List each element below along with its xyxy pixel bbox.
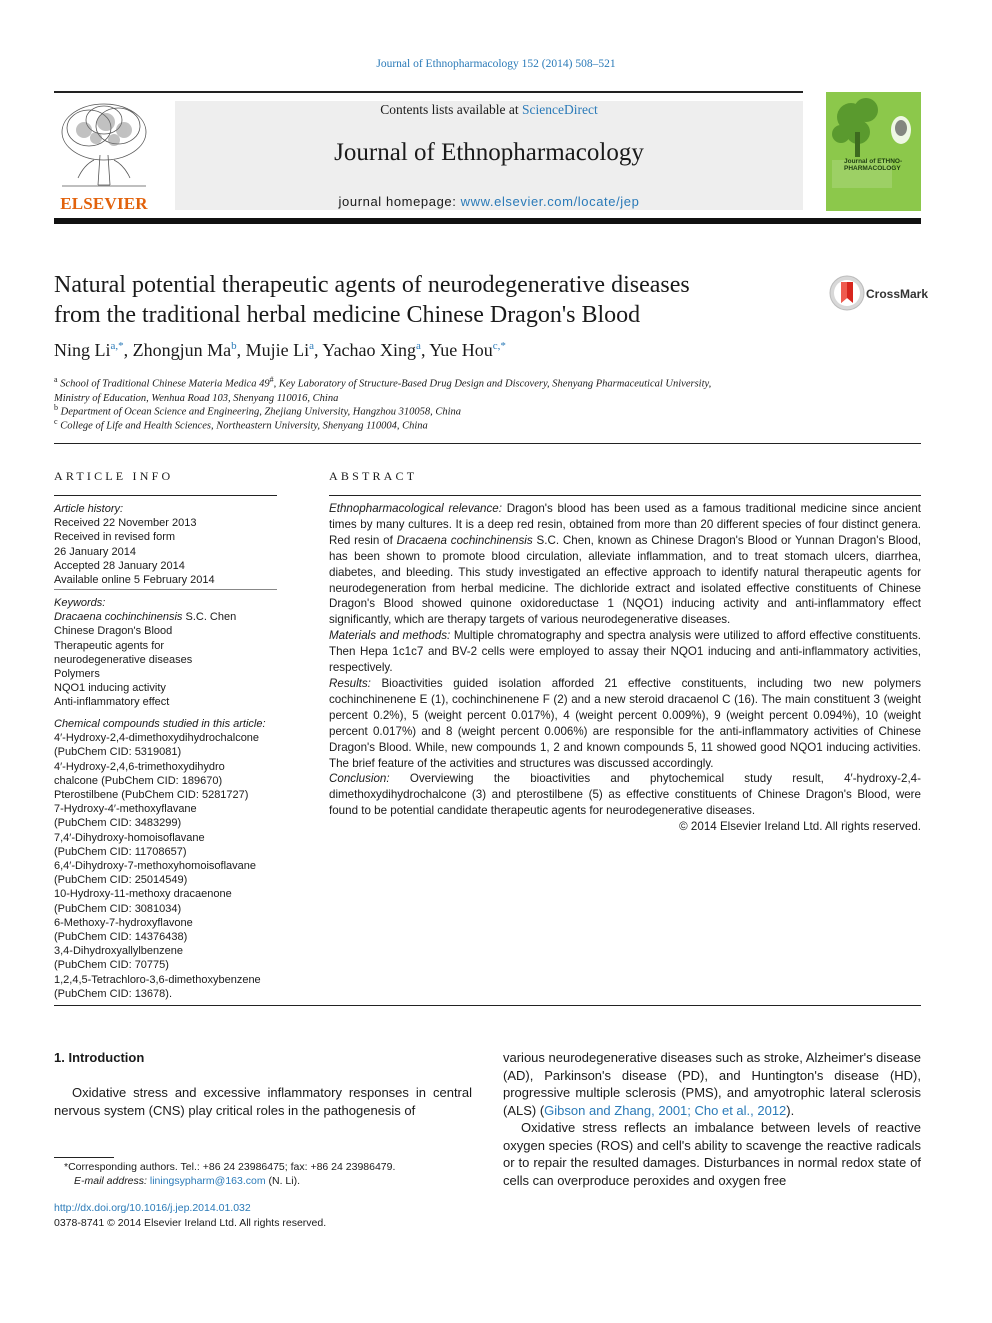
issn-copyright: 0378-8741 © 2014 Elsevier Ireland Ltd. All rights reserved. bbox=[54, 1217, 327, 1229]
elsevier-tree-icon bbox=[54, 100, 154, 192]
compound-item: (PubChem CID: 13678). bbox=[54, 987, 172, 1000]
affiliation-text: College of Life and Health Sciences, Northeastern University, Shenyang 110004, China bbox=[60, 420, 428, 432]
history-item: Received 22 November 2013 bbox=[54, 517, 197, 530]
affiliation-text: , Key Laboratory of Structure-Based Drug Design and Discovery, Shenyang Pharmaceutical University, bbox=[273, 378, 712, 390]
author-affiliation-sup[interactable]: b bbox=[231, 340, 237, 352]
compound-item: (PubChem CID: 3483299) bbox=[54, 817, 182, 830]
doi-link[interactable]: http://dx.doi.org/10.1016/j.jep.2014.01.032 bbox=[54, 1202, 251, 1214]
author-affiliation-sup[interactable]: a,* bbox=[110, 340, 124, 352]
email-note bbox=[74, 1174, 300, 1188]
article-history bbox=[54, 502, 284, 587]
history-rule bbox=[54, 589, 277, 590]
intro-paragraph: Oxidative stress reflects an imbalance between levels of reactive oxygen species (ROS) and cell's ability to scavenge the reactive radicals or to repair the resulted damages. Disturbances in normal redox state of cells can overproduce peroxides and oxygen free bbox=[503, 1120, 921, 1188]
crossmark-icon[interactable] bbox=[829, 275, 865, 311]
homepage-link[interactable]: www.elsevier.com/locate/jep bbox=[460, 194, 640, 209]
author-name[interactable]: Yachao Xing bbox=[322, 340, 417, 360]
abstract-heading: ABSTRACT bbox=[329, 469, 418, 483]
affiliation-label: a bbox=[54, 375, 58, 384]
email-link[interactable]: liningsypharm@163.com bbox=[149, 1175, 266, 1187]
affiliation-label: b bbox=[54, 403, 58, 412]
compound-item: (PubChem CID: 5319081) bbox=[54, 746, 182, 759]
keyword-item: Polymers bbox=[54, 668, 100, 681]
intro-paragraph bbox=[503, 1049, 921, 1119]
header-thick-rule bbox=[54, 218, 921, 224]
author-affiliation-sup[interactable]: c,* bbox=[492, 340, 506, 352]
affiliation-label: c bbox=[54, 417, 58, 426]
section-heading-introduction: 1. Introduction bbox=[54, 1050, 145, 1065]
compound-item: 7,4′-Dihydroxy-homoisoflavane bbox=[54, 831, 205, 844]
keyword-authority: S.C. Chen bbox=[182, 611, 237, 624]
abstract-section-label: Conclusion: bbox=[329, 772, 390, 786]
contents-prefix: Contents lists available at bbox=[380, 102, 522, 117]
abstract-text: S.C. Chen, known as Chinese Dragon's Blood or Yunnan Dragon's Blood, has been shown to promote blood circulation, alleviate inflammation, and to treat stomach ulcers, diarrhea, diabetes, and bleeding. This study investigated an effective approach to identify natural therapeutic agents for neurodegeneration from herbal medicine. The dichloride extract and isolated effective constituents of Chinese Dragon's Blood showed quinone oxidoreductase 1 (NQO1) inducing activity and anti-inflammatory effect significantly, which are therapy targets of various neurodegenerative diseases. bbox=[329, 533, 921, 627]
compound-item: 7-Hydroxy-4′-methoxyflavane bbox=[54, 803, 197, 816]
article-info-rule bbox=[54, 495, 277, 496]
compound-item: 4′-Hydroxy-2,4,6-trimethoxydihydro bbox=[54, 760, 225, 773]
cover-journal-name: Journal of ETHNO-PHARMACOLOGY bbox=[844, 158, 903, 172]
abstract-section-label: Results: bbox=[329, 676, 371, 690]
abstract-methods bbox=[329, 628, 921, 676]
journal-title: Journal of Ethnopharmacology bbox=[334, 139, 644, 166]
article-info-heading: ARTICLE INFO bbox=[54, 469, 174, 483]
elsevier-wordmark: ELSEVIER bbox=[60, 194, 148, 213]
compound-item: (PubChem CID: 11708657) bbox=[54, 845, 187, 858]
keyword-item: NQO1 inducing activity bbox=[54, 682, 166, 695]
affiliation-symbol: # bbox=[269, 375, 274, 384]
intro-text: various neurodegenerative diseases such as stroke, Alzheimer's disease (AD), Parkinson's disease (PD), and Huntington's disease (HD), progressive multiple sclerosis (PMS), and amyotrophic lateral sclerosis (ALS) ( bbox=[503, 1050, 921, 1118]
history-item: Available online 5 February 2014 bbox=[54, 574, 215, 587]
compounds-label: Chemical compounds studied in this article: bbox=[54, 718, 266, 730]
compound-item: chalcone (PubChem CID: 189670) bbox=[54, 774, 223, 787]
article-title-line-2: from the traditional herbal medicine Chinese Dragon's Blood bbox=[54, 302, 641, 328]
journal-citation[interactable]: Journal of Ethnopharmacology 152 (2014) 508–521 bbox=[376, 58, 616, 70]
history-item: Received in revised form bbox=[54, 531, 176, 544]
keyword-item: neurodegenerative diseases bbox=[54, 653, 193, 666]
affiliation-text: Department of Ocean Science and Engineering, Zhejiang University, Hangzhou 310058, China bbox=[60, 406, 462, 418]
compound-item: 1,2,4,5-Tetrachloro-3,6-dimethoxybenzene bbox=[54, 973, 261, 986]
header-top-rule bbox=[54, 91, 803, 93]
author-list: Ning $Li^{a,*}$, Zhongjun Ma$^b$, Mujie Li$^a$, Yachao Xing$^a$, Yue Hou$^{c,*}$ bbox=[54, 340, 506, 360]
compound-item: 6-Methoxy-7-hydroxyflavone bbox=[54, 916, 193, 929]
email-suffix: (N. Li). bbox=[265, 1175, 301, 1187]
abstract-species: Dracaena cochinchinensis bbox=[396, 533, 533, 547]
compound-item: 3,4-Dihydroxyallylbenzene bbox=[54, 945, 184, 958]
author-name[interactable]: Ning Li bbox=[54, 340, 111, 360]
affiliation-c bbox=[54, 415, 814, 434]
corresponding-author-note bbox=[64, 1160, 395, 1174]
history-label: Article history: bbox=[54, 503, 124, 515]
keyword-species: Dracaena cochinchinensis bbox=[54, 611, 183, 624]
abstract-text: Dragon's blood has been used as a famous traditional medicine since ancient times by many cultures. It is a deep red resin, obtained from more than 20 different species of four distinct genera. Red resin of bbox=[329, 502, 922, 547]
journal-homepage-line bbox=[175, 194, 803, 209]
abstract-section-label: Ethnopharmacological relevance: bbox=[329, 502, 502, 515]
email-label: E-mail address: bbox=[74, 1175, 147, 1187]
compound-item: (PubChem CID: 14376438) bbox=[54, 931, 188, 944]
compound-item: 4′-Hydroxy-2,4-dimethoxydihydrochalcone bbox=[54, 732, 260, 745]
homepage-prefix: journal homepage: bbox=[338, 194, 461, 209]
intro-text: ). bbox=[786, 1102, 795, 1118]
abstract-body bbox=[329, 501, 921, 835]
keywords-label: Keywords: bbox=[54, 597, 106, 609]
abstract-bottom-divider bbox=[54, 1005, 921, 1006]
article-title bbox=[54, 270, 794, 330]
compound-item: 10-Hydroxy-11-methoxy dracaenone bbox=[54, 888, 232, 901]
author-affiliation-sup[interactable]: a bbox=[416, 340, 421, 352]
intro-left-column bbox=[54, 1084, 472, 1119]
affiliation-divider bbox=[54, 443, 921, 444]
affiliation-text: School of Traditional Chinese Materia Medica 49 bbox=[60, 378, 270, 390]
abstract-results bbox=[329, 676, 921, 771]
keyword-item: Chinese Dragon's Blood bbox=[54, 625, 173, 638]
footnote-mark: * bbox=[64, 1161, 69, 1173]
abstract-text: Multiple chromatography and spectra analysis were utilized to afford effective constituents. Then Hepa 1c1c7 and BV-2 cells were employed to assay their NQO1 inducing and anti-inflammatory activities, respectively. bbox=[329, 629, 921, 675]
crossmark-label[interactable]: CrossMark bbox=[866, 287, 929, 301]
affiliation-text: Ministry of Education, Wenhua Road 103, Shenyang 110016, China bbox=[54, 392, 339, 404]
citation-link[interactable]: Gibson and Zhang, 2001; Cho et al., 2012 bbox=[544, 1102, 787, 1118]
abstract-section-label: Materials and methods: bbox=[329, 629, 451, 643]
history-item: 26 January 2014 bbox=[54, 545, 136, 558]
compound-item: 6,4′-Dihydroxy-7-methoxyhomoisoflavane bbox=[54, 860, 256, 873]
compound-item: (PubChem CID: 70775) bbox=[54, 959, 169, 972]
abstract-rule bbox=[329, 495, 921, 496]
compound-item: (PubChem CID: 3081034) bbox=[54, 902, 182, 915]
compound-item: (PubChem CID: 25014549) bbox=[54, 874, 188, 887]
keyword-item: Anti-inflammatory effect bbox=[54, 696, 170, 709]
keywords bbox=[54, 596, 284, 710]
author-affiliation-sup[interactable]: a bbox=[309, 340, 315, 352]
keyword-item bbox=[54, 610, 284, 624]
abstract-text: Overviewing the bioactivities and phytochemical study result, 4′-hydroxy-2,4-dimethoxydihydrochalcone (3) and pterostilbene (5) as effective constituents of Chinese Dragon's Blood, were found to be potential candidate therapeutic agents for neurodegenerative diseases. bbox=[329, 772, 921, 818]
contents-line bbox=[175, 102, 803, 118]
chemical-compounds bbox=[54, 717, 284, 1001]
intro-paragraph: Oxidative stress and excessive inflammatory responses in central nervous system (CNS) play critical roles in the pathogenesis of bbox=[54, 1085, 472, 1118]
author-name[interactable]: Mujie Li bbox=[245, 340, 310, 360]
keyword-item: Therapeutic agents for bbox=[54, 639, 165, 652]
intro-right-column bbox=[503, 1049, 921, 1189]
cover-artwork-icon bbox=[826, 92, 921, 211]
footnote-text: Corresponding authors. Tel.: +86 24 23986475; fax: +86 24 23986479. bbox=[68, 1161, 396, 1173]
author-name[interactable]: Yue Hou bbox=[429, 340, 493, 360]
abstract-relevance bbox=[329, 501, 921, 628]
compound-item: Pterostilbene (PubChem CID: 5281727) bbox=[54, 789, 249, 802]
history-item: Accepted 28 January 2014 bbox=[54, 559, 185, 572]
sciencedirect-link[interactable]: ScienceDirect bbox=[522, 102, 598, 117]
abstract-copyright: © 2014 Elsevier Ireland Ltd. All rights reserved. bbox=[679, 820, 921, 834]
author-name[interactable]: Zhongjun Ma bbox=[132, 340, 232, 360]
footnote-rule bbox=[54, 1157, 114, 1158]
article-title-line-1: Natural potential therapeutic agents of neurodegenerative diseases bbox=[54, 272, 690, 298]
abstract-conclusion bbox=[329, 771, 921, 819]
journal-cover-thumbnail[interactable] bbox=[826, 92, 921, 211]
abstract-text: Bioactivities guided isolation afforded 21 effective constituents, including two new polymers cochinchinenene E (1), cochinchinenene F (2) and a new steroid dracaenol C (16). The main constituent 3 (weight percent 0.2%), 5 (weight percent 0.017%), 4 (weight percent 0.009%), 9 (weight percent 0.094%), 10 (weight percent 0.017%) and 8 (weight percent 0.006%) are responsible for the anti-inflammatory activities of Chinese Dragon's Blood. While, new compounds 1, 2 and known compounds 5, 11 showed good NQO1 inducing activities. The brief feature of the activities and structures was discussed accordingly. bbox=[329, 676, 921, 770]
